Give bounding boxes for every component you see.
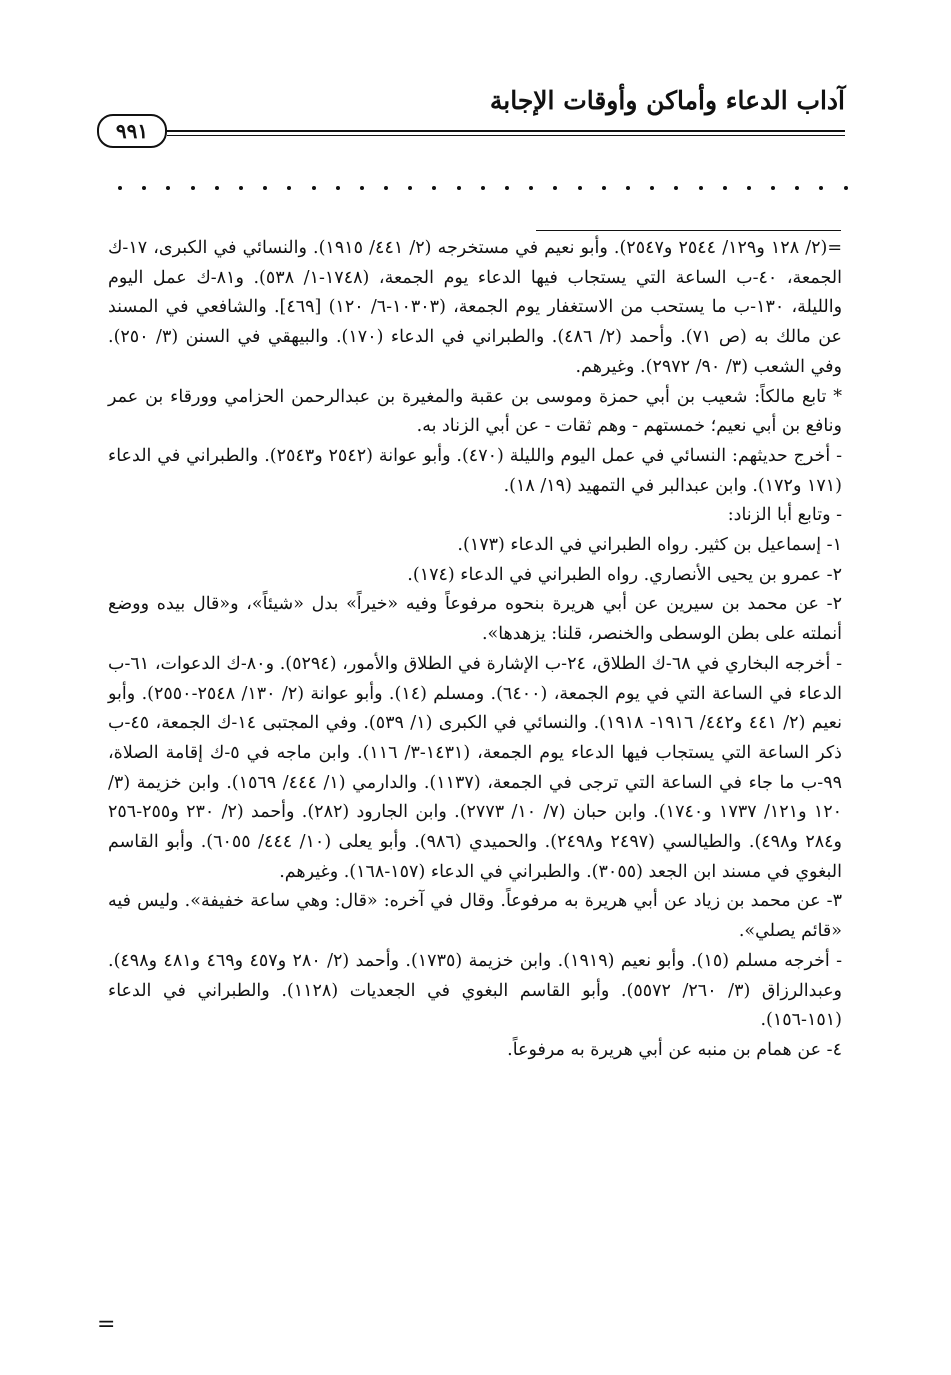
separator-dot (263, 186, 267, 190)
separator-dot (747, 186, 751, 190)
separator-dot (432, 186, 436, 190)
paragraph: - أخرجه مسلم (١٥). وأبو نعيم (١٩١٩). وابن خزيمة (١٧٣٥). وأحمد (٢/ ٢٨٠ و٤٥٧ و٤٦٩ و٤٨١ و٤٩٨). وعبدالرزاق (٣/ ٢٦٠/ ٥٥٧٢). وأبو القاسم البغوي في الجعديات (١١٢٨). والطبراني في الدعاء (١٥١-١٥٦). (108, 950, 843, 1031)
separator-dot (191, 186, 195, 190)
paragraph: ٢- عمرو بن يحيى الأنصاري. رواه الطبراني في الدعاء (١٧٤). (407, 564, 842, 585)
separator-dot (844, 186, 848, 190)
separator-dot (650, 186, 654, 190)
separator-dot (505, 186, 509, 190)
separator-dot (215, 186, 219, 190)
separator-dot (287, 186, 291, 190)
separator-dot (795, 186, 799, 190)
paragraph: ١- إسماعيل بن كثير. رواه الطبراني في الدعاء (١٧٣). (457, 535, 842, 556)
footnote-body (108, 234, 842, 1066)
paragraph: ٣- عن محمد بن زياد عن أبي هريرة به مرفوعاً. وقال في آخره: «قال: وهي ساعة خفيفة». وليس فيه «قائم يصلي». (108, 891, 842, 942)
dotted-separator (118, 178, 848, 198)
separator-dot (457, 186, 461, 190)
page-number: ٩٩١ (115, 119, 149, 143)
running-header (97, 86, 845, 156)
paragraph: - أخرجه البخاري في ٦٨-ك الطلاق، ٢٤-ب الإشارة في الطلاق والأمور، (٥٢٩٤). و٨٠-ك الدعوات، ٦١-ب الدعاء في الساعة التي في يوم الجمعة، (٦٤٠٠). ومسلم (١٤). وأبو عوانة (٢/ ١٣٠/ ٢٥٤٨-٢٥٥٠). وأبو نعيم (٢/ ٤٤١ و٤٤٢/ ١٩١٦- ١٩١٨). والنسائي في الكبرى (١/ ٥٣٩). وفي المجتبى ١٤-ك الجمعة، ٤٥-ب ذكر الساعة التي يستجاب فيها الدعاء يوم الجمعة، (١٤٣١-٣/ ١١٦). وابن ماجه في ٥-ك إقامة الصلاة، ٩٩-ب ما جاء في الساعة التي ترجى في الجمعة، (١١٣٧). والدارمي (١/ ٤٤٤/ ١٥٦٩). وابن خزيمة (٣/ ١٢٠ و١٢١/ ١٧٣٧ و١٧٤٠). وابن حبان (٧/ ١٠/ ٢٧٧٣). وابن الجارود (٢٨٢). وأحمد (٢/ ٢٣٠ و٢٥٥-٢٥٦ و٢٨٤ و٤٩٨). والطيالسي (٢٤٩٧ و٢٤٩٨). والحميدي (٩٨٦). وأبو يعلى (١٠/ ٤٤٤/ ٦٠٥٥). وأبو القاسم البغوي في مسند ابن الجعد (٣٠٥٥). والطبراني في الدعاء (١٥٧-١٦٨). وغيرهم. (108, 653, 843, 882)
paragraph: =(٢/ ١٢٨ و١٢٩/ ٢٥٤٤ و٢٥٤٧). وأبو نعيم في مستخرجه (٢/ ٤٤١/ ١٩١٥). والنسائي في الكبرى، ١٧-ك الجمعة، ٤٠-ب الساعة التي يستجاب فيها الدعاء يوم الجمعة، (١٧٤٨-١/ ٥٣٨). و٨١-ك عمل اليوم والليلة، ١٣٠-ب ما يستحب من الاستغفار يوم الجمعة، (١٠٣٠٣-٦/ ١٢٠) [٤٦٩]. والشافعي في المسند عن مالك به (ص ٧١). وأحمد (٢/ ٤٨٦). والطبراني في الدعاء (١٧٠). والبيهقي في السنن (٣/ ٢٥٠). وفي الشعب (٣/ ٩٠/ ٢٩٧٢). وغيرهم. (108, 238, 843, 377)
separator-dot (481, 186, 485, 190)
separator-dot (142, 186, 146, 190)
separator-dot (118, 186, 122, 190)
separator-dot (384, 186, 388, 190)
separator-dot (312, 186, 316, 190)
separator-dot (553, 186, 557, 190)
paragraph: ٤- عن همام بن منبه عن أبي هريرة به مرفوعاً. (507, 1039, 842, 1060)
separator-dot (626, 186, 630, 190)
page-number-badge (97, 114, 167, 148)
separator-dot (674, 186, 678, 190)
separator-dot (166, 186, 170, 190)
separator-dot (336, 186, 340, 190)
paragraph: * تابع مالكاً: شعيب بن أبي حمزة وموسى بن عقبة والمغيرة بن عبدالرحمن الحزامي وورقاء بن عمر ونافع بن أبي نعيم؛ خمستهم - وهم ثقات - عن أبي الزناد به. (108, 386, 842, 437)
paragraph: - أخرج حديثهم: النسائي في عمل اليوم والليلة (٤٧٠). وأبو عوانة (٢٥٤٢ و٢٥٤٣). والطبراني في الدعاء (١٧١ و١٧٢). وابن عبدالبر في التمهيد (١٩/ ١٨). (108, 445, 842, 496)
separator-dot (408, 186, 412, 190)
continuation-mark: = (97, 1312, 116, 1337)
separator-dot (239, 186, 243, 190)
footnote-rule (536, 230, 841, 231)
separator-dot (699, 186, 703, 190)
separator-dot (578, 186, 582, 190)
separator-dot (723, 186, 727, 190)
running-title: آداب الدعاء وأماكن وأوقات الإجابة (489, 86, 845, 115)
paragraph: - وتابع أبا الزناد: (727, 505, 842, 526)
separator-dot (819, 186, 823, 190)
separator-dot (529, 186, 533, 190)
header-rule (167, 130, 845, 132)
separator-dot (360, 186, 364, 190)
header-rule-thin (167, 135, 845, 136)
separator-dot (771, 186, 775, 190)
paragraph: ٢- عن محمد بن سيرين عن أبي هريرة بنحوه مرفوعاً وفيه «خيراً» بدل «شيئاً»، و«قال بيده ووضع أنملته على بطن الوسطى والخنصر، قلنا: يزهدها». (108, 594, 842, 645)
separator-dot (602, 186, 606, 190)
